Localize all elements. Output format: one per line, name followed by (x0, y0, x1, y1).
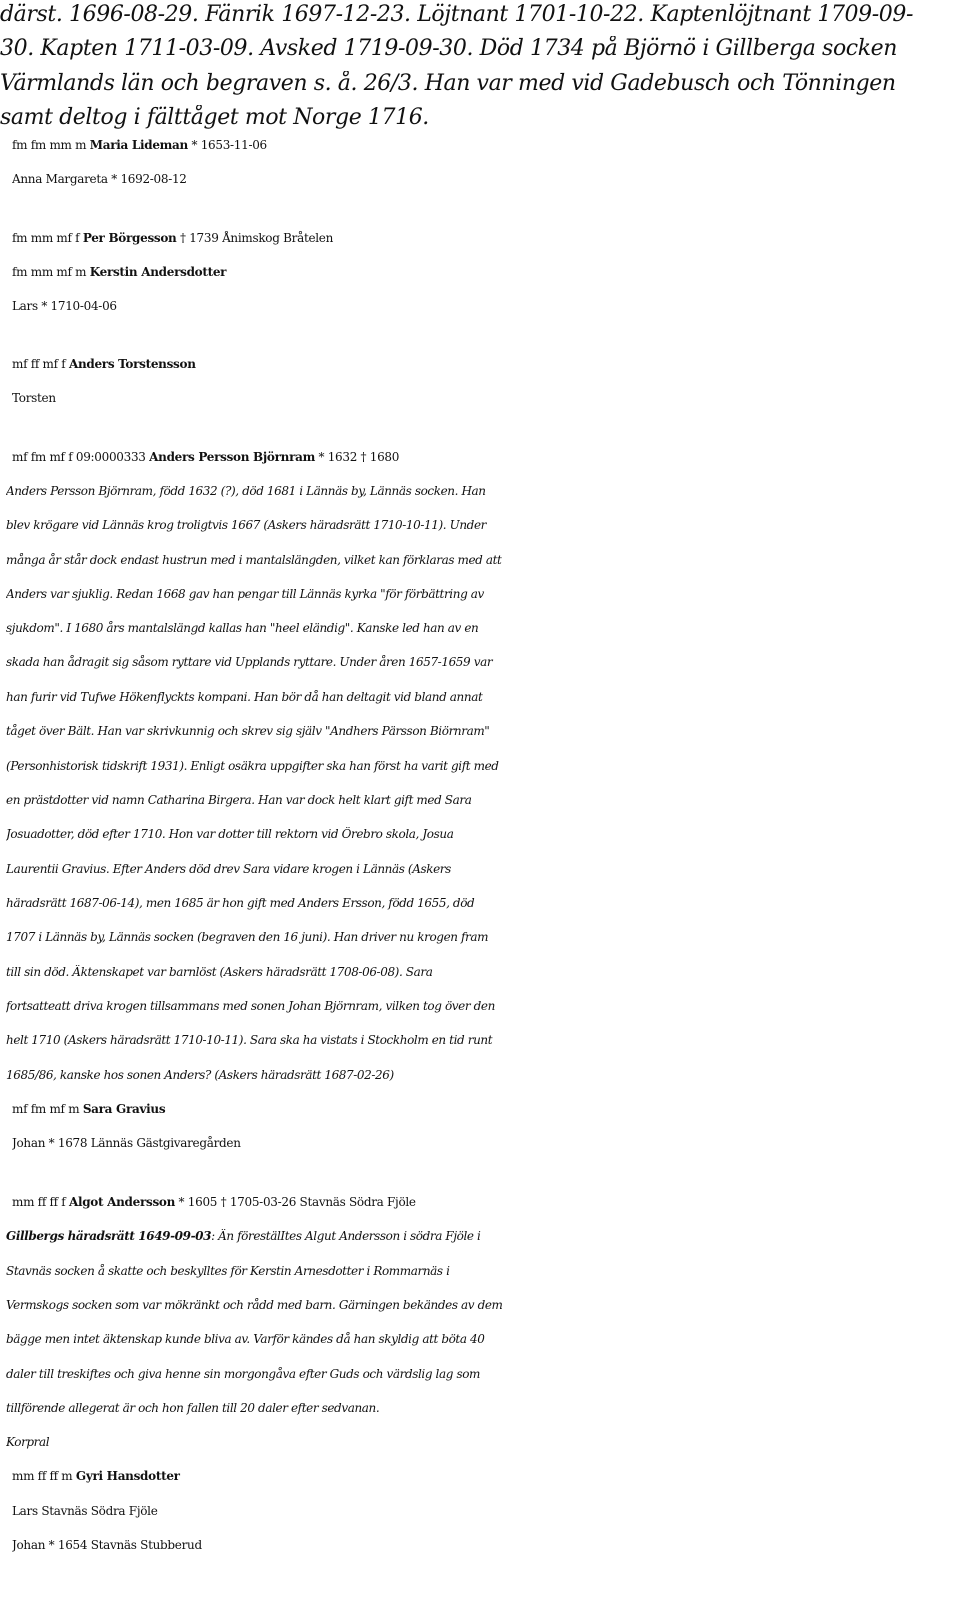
biography-line: 1685/86, kanske hos sonen Anders? (Askers häradsrätt 1687-02-26) (6, 1068, 394, 1082)
lineage-code: mf fm mf f 09:0000333 (12, 450, 150, 464)
court-record-line: daler till treskiftes och giva henne sin morgongåva efter Guds och värdslig lag som (6, 1367, 481, 1381)
court-record-text: : Än förestälItes Algut Andersson i södra Fjöle i (211, 1229, 481, 1243)
lineage-code: mm ff ff f (12, 1195, 69, 1209)
court-record-line: tillförende allegerat är och hon fallen till 20 daler efter sedvanan. (6, 1401, 380, 1415)
biography-line: han furir vid Tufwe Hökenflyckts kompani. Han bör då han deltagit vid bland annat (6, 690, 483, 704)
court-record-title: Gillbergs häradsrätt 1649-09-03 (6, 1229, 212, 1243)
person-dates: * 1653-11-06 (187, 138, 267, 152)
child-line: Johan * 1654 Stavnäs Stubberud (12, 1538, 202, 1552)
text-line: därst. 1696-08-29. Fänrik 1697-12-23. Löjtnant 1701-10-22. Kaptenlöjtnant 1709-09- (0, 2, 914, 27)
biography-line: tåget över Bält. Han var skrivkunnig och skrev sig själv "Andhers Pärsson Biörnram" (6, 724, 490, 738)
person-dates: † 1739 Ånimskog Bråtelen (176, 231, 334, 245)
person-name: Sara Gravius (82, 1102, 166, 1116)
person-dates: * 1632 † 1680 (314, 450, 400, 464)
child-line: Lars Stavnäs Södra Fjöle (12, 1504, 158, 1518)
person-dates: * 1605 † 1705-03-26 Stavnäs Södra Fjöle (175, 1195, 416, 1209)
biography-line: häradsrätt 1687-06-14), men 1685 är hon gift med Anders Ersson, född 1655, död (6, 896, 475, 910)
biography-line: en prästdotter vid namn Catharina Birgera. Han var dock helt klart gift med Sara (6, 793, 472, 807)
person-name: Kerstin Andersdotter (89, 265, 227, 279)
biography-line: många år står dock endast hustrun med i mantalslängden, vilket kan förklaras med att (6, 553, 502, 567)
text-line: Värmlands län och begraven s. å. 26/3. Han var med vid Gadebusch och Tönningen (0, 71, 896, 96)
biography-line: Laurentii Gravius. Efter Anders död drev Sara vidare krogen i Lännäs (Askers (6, 862, 451, 876)
person-entry-maria-lideman (12, 138, 960, 152)
person-name: Algot Andersson (68, 1195, 176, 1209)
lineage-code: mm ff ff m (12, 1469, 76, 1483)
occupation-line: Korpral (6, 1435, 50, 1449)
person-entry-anders-torstensson (12, 357, 960, 371)
lineage-code: mf ff mf f (12, 357, 69, 371)
child-line: Torsten (12, 391, 56, 405)
text-line: samt deltog i fälttåget mot Norge 1716. (0, 105, 429, 130)
court-record-line: Stavnäs socken å skatte och beskylltes för Kerstin Arnesdotter i Rommarnäs i (6, 1264, 450, 1278)
biography-line: till sin död. Äktenskapet var barnlöst (Askers häradsrätt 1708-06-08). Sara (6, 965, 433, 979)
person-entry-kerstin-andersdotter (12, 265, 960, 279)
person-name: Gyri Hansdotter (75, 1469, 180, 1483)
biography-line: Josuadotter, död efter 1710. Hon var dotter till rektorn vid Örebro skola, Josua (6, 827, 454, 841)
court-record-line (6, 1229, 960, 1243)
biography-line: blev krögare vid Lännäs krog troligtvis 1667 (Askers häradsrätt 1710-10-11). Under (6, 518, 487, 532)
person-entry-per-borgesson (12, 231, 960, 245)
lineage-code: fm fm mm m (12, 138, 90, 152)
court-record-line: Vermskogs socken som var mökränkt och rådd med barn. Gärningen bekändes av dem (6, 1298, 503, 1312)
biography-line: fortsatteatt driva krogen tillsammans med sonen Johan Björnram, vilken tog över den (6, 999, 495, 1013)
person-name: Anders Persson Björnram (149, 450, 315, 464)
court-record-line: bägge men intet äktenskap kunde bliva av. Varför kändes då han skyldig att böta 40 (6, 1332, 485, 1346)
person-entry-gyri-hansdotter (12, 1469, 960, 1483)
biography-line: Anders Persson Björnram, född 1632 (?), död 1681 i Lännäs by, Lännäs socken. Han (6, 484, 486, 498)
biography-line: helt 1710 (Askers häradsrätt 1710-10-11). Sara ska ha vistats i Stockholm en tid runt (6, 1033, 493, 1047)
lineage-code: mf fm mf m (12, 1102, 83, 1116)
biography-line: (Personhistorisk tidskrift 1931). Enligt osäkra uppgifter ska han först ha varit gift med (6, 759, 499, 773)
child-line: Anna Margareta * 1692-08-12 (12, 172, 187, 186)
person-name: Anders Torstensson (68, 357, 196, 371)
person-name: Maria Lideman (89, 138, 188, 152)
lineage-code: fm mm mf f (12, 231, 83, 245)
lineage-code: fm mm mf m (12, 265, 90, 279)
child-line: Johan * 1678 Lännäs Gästgivaregården (12, 1136, 241, 1150)
biography-line: Anders var sjuklig. Redan 1668 gav han pengar till Lännäs kyrka "för förbättring av (6, 587, 484, 601)
biography-line: sjukdom". I 1680 års mantalslängd kallas han "heel eländig". Kanske led han av en (6, 621, 479, 635)
person-entry-algot-andersson (12, 1195, 960, 1209)
biography-line: skada han ådragit sig såsom ryttare vid Upplands ryttare. Under åren 1657-1659 var (6, 655, 493, 669)
text-line: 30. Kapten 1711-03-09. Avsked 1719-09-30. Död 1734 på Björnö i Gillberga socken (0, 36, 898, 61)
person-entry-anders-persson-bjornram (12, 450, 960, 464)
biography-line: 1707 i Lännäs by, Lännäs socken (begraven den 16 juni). Han driver nu krogen fram (6, 930, 489, 944)
child-line: Lars * 1710-04-06 (12, 299, 117, 313)
person-name: Per Börgesson (82, 231, 177, 245)
person-entry-sara-gravius (12, 1102, 960, 1116)
